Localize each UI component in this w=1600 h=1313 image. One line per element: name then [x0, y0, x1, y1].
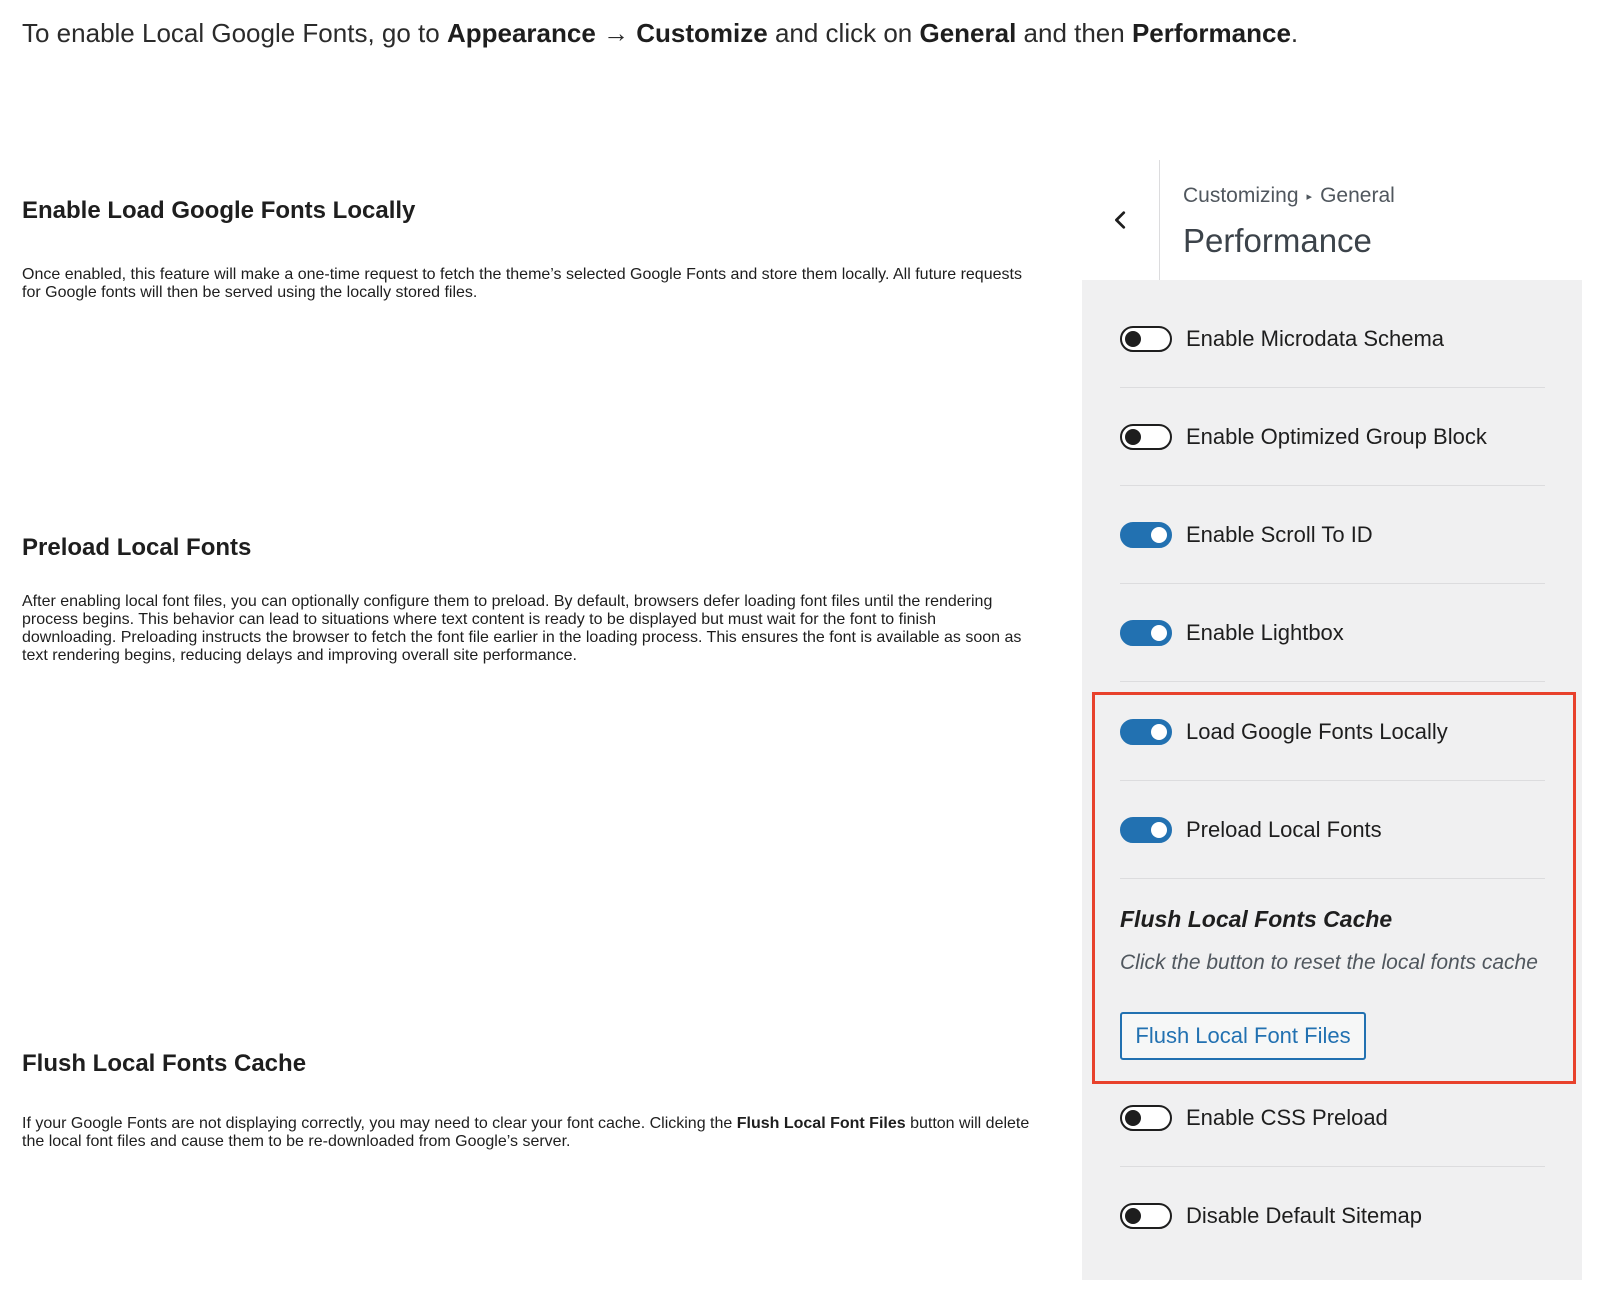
toggle-scroll-to-id[interactable]: [1120, 522, 1172, 548]
option-label: Enable Lightbox: [1186, 619, 1344, 645]
option-scroll-to-id: [1120, 486, 1545, 584]
option-microdata-schema: [1120, 290, 1545, 388]
toggle-microdata-schema[interactable]: [1120, 326, 1172, 352]
intro-performance: Performance: [1131, 18, 1291, 48]
back-button[interactable]: [1082, 160, 1160, 280]
toggle-knob: [1151, 625, 1167, 641]
toggle-knob: [1125, 1208, 1141, 1224]
flush-cache-title: Flush Local Fonts Cache: [1120, 906, 1393, 932]
option-label: Load Google Fonts Locally: [1186, 718, 1448, 744]
heading-enable-local-fonts: Enable Load Google Fonts Locally: [22, 197, 416, 224]
toggle-knob: [1125, 429, 1141, 445]
intro-mid: and click on: [767, 18, 920, 48]
toggle-preload-local-fonts[interactable]: [1120, 817, 1172, 843]
toggle-knob: [1151, 724, 1167, 740]
flush-cache-description: Click the button to reset the local fonts cache: [1120, 951, 1538, 974]
flush-paragraph-bold: Flush Local Font Files: [736, 1115, 906, 1132]
option-disable-default-sitemap: [1120, 1167, 1545, 1265]
breadcrumb-separator-icon: ▸: [1306, 191, 1313, 203]
flush-local-font-files-button[interactable]: Flush Local Font Files: [1120, 1012, 1366, 1060]
paragraph-flush-cache: [22, 1115, 1032, 1151]
paragraph-enable-local-fonts: Once enabled, this feature will make a one-time request to fetch the theme’s selected Google Fonts and store them locally. All future requests for Google fonts will then be served using the locally stored files.: [22, 266, 1022, 301]
toggle-knob: [1125, 331, 1141, 347]
toggle-lightbox[interactable]: [1120, 620, 1172, 646]
intro-appearance: Appearance: [446, 18, 596, 48]
toggle-css-preload[interactable]: [1120, 1105, 1172, 1131]
breadcrumb: [1183, 184, 1395, 208]
toggle-optimized-group-block[interactable]: [1120, 424, 1172, 450]
intro-arrow: →: [595, 18, 637, 48]
intro-customize: Customize: [636, 18, 768, 48]
option-label: Enable Optimized Group Block: [1186, 423, 1487, 449]
option-optimized-group-block: [1120, 388, 1545, 486]
chevron-left-icon: [1110, 209, 1132, 231]
toggle-knob: [1151, 527, 1167, 543]
option-label: Preload Local Fonts: [1186, 816, 1382, 842]
flush-paragraph-start: If your Google Fonts are not displaying correctly, you may need to clear your font cache. Clicking the: [22, 1115, 737, 1132]
option-preload-local-fonts: [1120, 781, 1545, 879]
intro-prefix: To enable Local Google Fonts, go to: [22, 18, 447, 48]
option-label: Enable Scroll To ID: [1186, 521, 1373, 547]
toggle-disable-default-sitemap[interactable]: [1120, 1203, 1172, 1229]
panel-title: Performance: [1183, 222, 1372, 259]
toggle-knob: [1151, 822, 1167, 838]
intro-end: .: [1290, 18, 1299, 48]
breadcrumb-root: Customizing: [1183, 184, 1299, 207]
option-label: Enable CSS Preload: [1186, 1104, 1388, 1130]
heading-preload-local-fonts: Preload Local Fonts: [22, 534, 252, 561]
intro-and-then: and then: [1016, 18, 1132, 48]
flush-paragraph-end: button will delete the local font files and cause them to be re-downloaded from Google’s server.: [22, 1115, 1030, 1150]
option-label: Enable Microdata Schema: [1186, 325, 1445, 351]
intro-text: [22, 16, 1462, 50]
breadcrumb-section: General: [1320, 184, 1395, 207]
option-lightbox: [1120, 584, 1545, 682]
paragraph-preload-local-fonts: After enabling local font files, you can optionally configure them to preload. By default, browsers defer loading font files until the rendering process begins. This behavior can lead to situations where text content is ready to be displayed but must wait for the font to finish downloading. Preloading instructs the browser to fetch the font file earlier in the loading process. This ensures the font is available as soon as text rendering begins, reducing delays and improving overall site performance.: [22, 593, 1022, 664]
toggle-knob: [1125, 1110, 1141, 1126]
heading-flush-cache: Flush Local Fonts Cache: [22, 1050, 307, 1077]
toggle-load-google-fonts-locally[interactable]: [1120, 719, 1172, 745]
option-css-preload: [1120, 1069, 1545, 1167]
option-load-google-fonts-locally: [1120, 683, 1545, 781]
intro-general: General: [919, 18, 1017, 48]
option-label: Disable Default Sitemap: [1186, 1203, 1423, 1228]
